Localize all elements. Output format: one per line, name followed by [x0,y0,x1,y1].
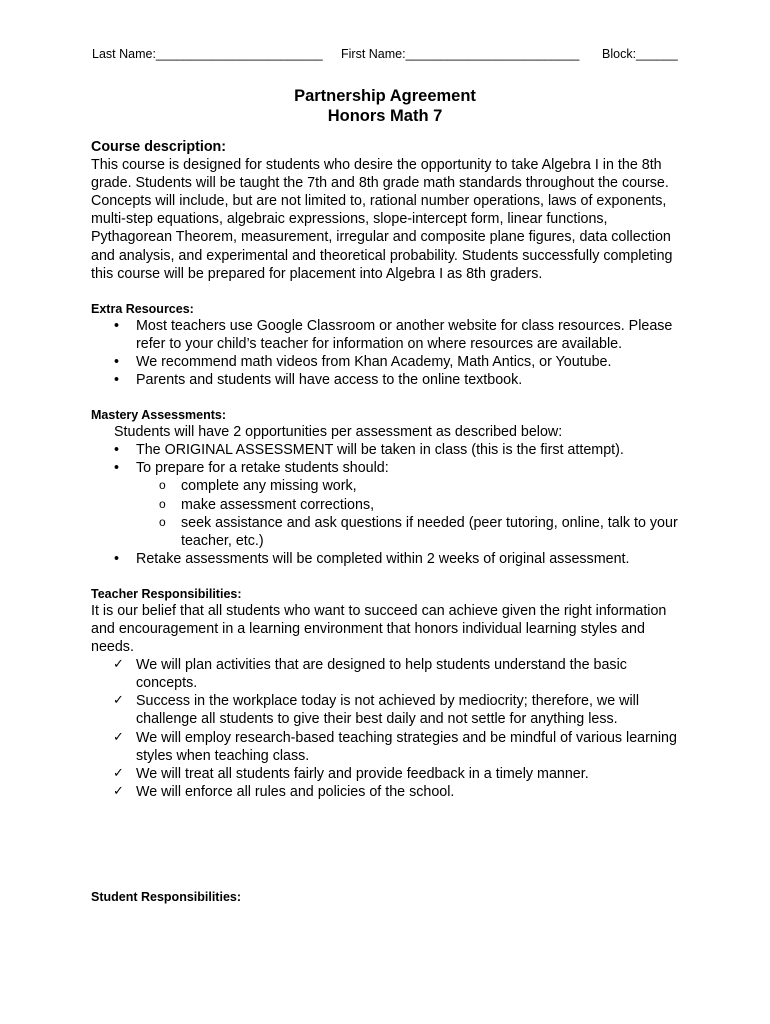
title-line-2: Honors Math 7 [327,107,443,125]
block-field[interactable]: Block:______ [602,47,678,61]
mastery-assessments-heading: Mastery Assessments: [91,408,227,423]
sub-list-item: o seek assistance and ask questions if needed (peer tutoring, online, talk to your teacher, etc.) [91,514,691,550]
retake-prep-list [91,477,691,549]
list-item: • Most teachers use Google Classroom or another website for class resources. Please refer to your child’s teacher for information on where resources are available. [91,317,691,353]
title-line-1: Partnership Agreement [294,87,476,105]
mastery-list-end [91,550,691,568]
student-responsibilities-section [91,889,691,905]
mastery-list [91,441,691,477]
mastery-assessments-section [91,407,691,568]
teacher-responsibilities-section [91,586,691,801]
list-item: • Parents and students will have access to the online textbook. [91,371,691,389]
document-title [0,86,770,126]
sub-list-item: o complete any missing work, [91,477,691,495]
list-item: • Retake assessments will be completed within 2 weeks of original assessment. [91,550,691,568]
list-item: • The ORIGINAL ASSESSMENT will be taken in class (this is the first attempt). [91,441,691,459]
list-item-text: To prepare for a retake students should: [136,460,389,477]
extra-resources-list [91,317,691,389]
course-description-text: This course is designed for students who desire the opportunity to take Algebra I in the 8th grade. Students will be taught the 7th and 8th grade math standards throughout the course. Concepts will include, but are not limited to, rational number operations, laws of exponents, multi-step equations, algebraic expressions, slope-intercept form, linear functions, Pythagorean Theorem, measurement, irregular and composite plane figures, data collection and analysis, and experimental and theoretical probability. Students successfully completing this course will be prepared for placement into Algebra I as 8th graders. [91,157,673,282]
last-name-field[interactable]: Last Name:________________________ [92,47,323,61]
checklist-item: ✓ We will plan activities that are designed to help students understand the basic concepts. [91,656,691,692]
first-name-field[interactable]: First Name:_________________________ [341,47,580,61]
mastery-intro: Students will have 2 opportunities per assessment as described below: [114,424,563,441]
teacher-intro: It is our belief that all students who want to succeed can achieve given the right information and encouragement in a learning environment that honors individual learning styles and needs. [91,602,667,656]
checklist-item: ✓ We will employ research-based teaching strategies and be mindful of various learning styles when teaching class. [91,729,691,765]
course-description-section [91,138,691,283]
extra-resources-section [91,301,691,389]
sub-list-item: o make assessment corrections, [91,496,691,514]
teacher-checklist [91,656,691,801]
teacher-responsibilities-heading: Teacher Responsibilities: [91,586,242,601]
list-item [91,459,691,477]
document-body [91,138,691,905]
checklist-item: ✓ We will enforce all rules and policies of the school. [91,783,691,801]
extra-resources-heading: Extra Resources: [91,301,194,316]
checklist-item: ✓ We will treat all students fairly and provide feedback in a timely manner. [91,765,691,783]
student-responsibilities-heading: Student Responsibilities: [91,889,242,904]
list-item: • We recommend math videos from Khan Academy, Math Antics, or Youtube. [91,353,691,371]
course-description-heading: Course description: [91,139,227,155]
checklist-item: ✓ Success in the workplace today is not achieved by mediocrity; therefore, we will challenge all students to give their best daily and not settle for anything less. [91,692,691,728]
